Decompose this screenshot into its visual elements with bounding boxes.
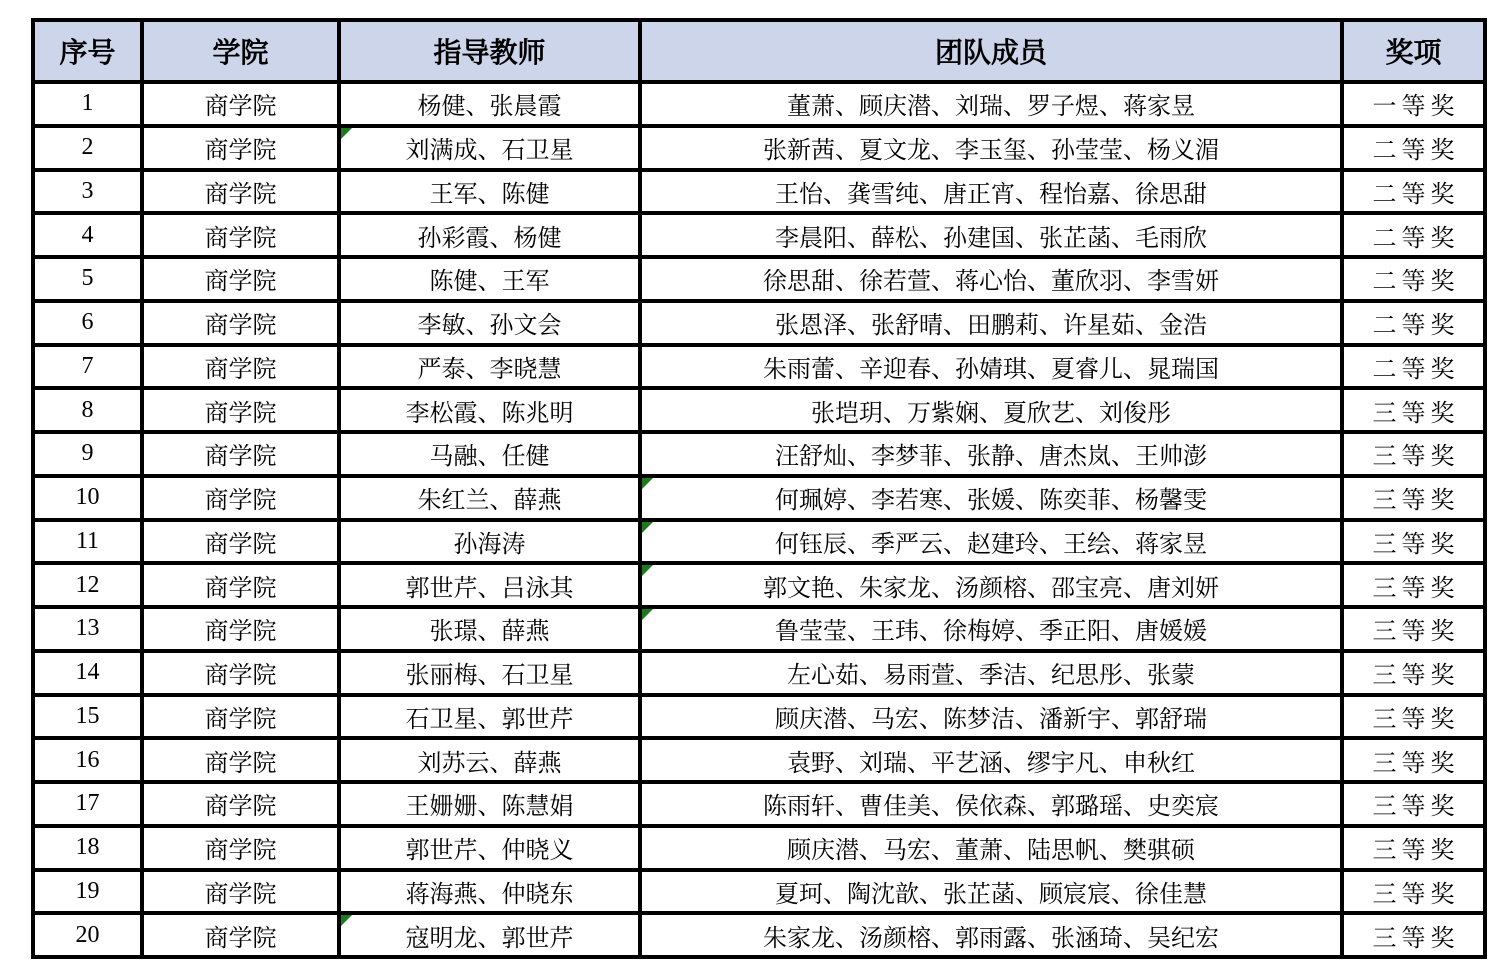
advisors-text: 王姗姗、陈慧娟 (405, 794, 574, 821)
table-row (33, 345, 1485, 389)
cell-award: 三等奖 (1342, 651, 1485, 695)
team-members-text: 王怡、龚雪纯、唐正宵、程怡嘉、徐思甜 (775, 181, 1207, 208)
cell-serial-number: 4 (33, 213, 142, 257)
cell-advisors (339, 651, 640, 695)
header-serial-number: 序号 (33, 20, 142, 82)
cell-advisors (339, 126, 640, 170)
cell-college: 商学院 (142, 432, 339, 476)
cell-team-members (640, 82, 1342, 126)
table-row (33, 651, 1485, 695)
cell-award: 二等奖 (1342, 126, 1485, 170)
cell-college: 商学院 (142, 388, 339, 432)
cell-advisors (339, 563, 640, 607)
table-row (33, 607, 1485, 651)
cell-serial-number: 3 (33, 170, 142, 214)
team-members-text: 朱家龙、汤颜榕、郭雨露、张涵琦、吴纪宏 (763, 925, 1219, 952)
cell-team-members (640, 345, 1342, 389)
error-flag-icon (642, 565, 653, 576)
cell-serial-number: 10 (33, 476, 142, 520)
cell-award: 三等奖 (1342, 826, 1485, 870)
table-row (33, 826, 1485, 870)
cell-advisors (339, 913, 640, 957)
cell-serial-number: 17 (33, 782, 142, 826)
cell-advisors (339, 388, 640, 432)
cell-advisors (339, 520, 640, 564)
header-award: 奖项 (1342, 20, 1485, 82)
cell-advisors (339, 695, 640, 739)
cell-serial-number: 14 (33, 651, 142, 695)
advisors-text: 王军、陈健 (429, 181, 550, 208)
cell-advisors (339, 301, 640, 345)
cell-serial-number: 19 (33, 870, 142, 914)
advisors-text: 朱红兰、薛燕 (417, 488, 562, 515)
cell-college: 商学院 (142, 607, 339, 651)
advisors-text: 陈健、王军 (429, 269, 550, 296)
cell-college: 商学院 (142, 345, 339, 389)
error-flag-icon (341, 128, 352, 139)
cell-serial-number: 20 (33, 913, 142, 957)
team-members-text: 汪舒灿、李梦菲、张静、唐杰岚、王帅澎 (775, 444, 1207, 471)
cell-award: 二等奖 (1342, 301, 1485, 345)
cell-award: 二等奖 (1342, 257, 1485, 301)
cell-college: 商学院 (142, 257, 339, 301)
error-flag-icon (642, 522, 653, 533)
cell-award: 三等奖 (1342, 520, 1485, 564)
cell-award: 三等奖 (1342, 432, 1485, 476)
cell-college: 商学院 (142, 126, 339, 170)
advisors-text: 张丽梅、石卫星 (405, 663, 574, 690)
advisors-text: 孙彩霞、杨健 (417, 225, 562, 252)
cell-team-members (640, 301, 1342, 345)
cell-award: 三等奖 (1342, 738, 1485, 782)
team-members-text: 顾庆潜、马宏、陈梦洁、潘新宇、郭舒瑞 (775, 706, 1207, 733)
advisors-text: 郭世芹、仲晓义 (405, 838, 574, 865)
table-row (33, 213, 1485, 257)
cell-advisors (339, 476, 640, 520)
advisors-text: 郭世芹、吕泳其 (405, 575, 574, 602)
table-row (33, 388, 1485, 432)
cell-award: 二等奖 (1342, 345, 1485, 389)
cell-college: 商学院 (142, 695, 339, 739)
error-flag-icon (341, 915, 352, 926)
cell-advisors (339, 738, 640, 782)
cell-award: 三等奖 (1342, 695, 1485, 739)
table-row (33, 782, 1485, 826)
advisors-text: 石卫星、郭世芹 (405, 706, 574, 733)
award-table (31, 18, 1487, 959)
advisors-text: 寇明龙、郭世芹 (405, 925, 574, 952)
cell-advisors (339, 870, 640, 914)
cell-college: 商学院 (142, 870, 339, 914)
cell-award: 一等奖 (1342, 82, 1485, 126)
advisors-text: 马融、任健 (429, 444, 550, 471)
cell-college: 商学院 (142, 826, 339, 870)
cell-advisors (339, 826, 640, 870)
team-members-text: 左心茹、易雨萱、季洁、纪思彤、张蒙 (787, 663, 1195, 690)
cell-serial-number: 5 (33, 257, 142, 301)
team-members-text: 张垲玥、万紫娴、夏欣艺、刘俊彤 (811, 400, 1171, 427)
cell-serial-number: 6 (33, 301, 142, 345)
table-row (33, 82, 1485, 126)
table-row (33, 476, 1485, 520)
cell-award: 三等奖 (1342, 782, 1485, 826)
cell-award: 三等奖 (1342, 388, 1485, 432)
cell-advisors (339, 170, 640, 214)
cell-advisors (339, 345, 640, 389)
cell-college: 商学院 (142, 913, 339, 957)
cell-college: 商学院 (142, 738, 339, 782)
team-members-text: 何珮婷、李若寒、张媛、陈奕菲、杨馨雯 (775, 488, 1207, 515)
table-row (33, 301, 1485, 345)
team-members-text: 郭文艳、朱家龙、汤颜榕、邵宝亮、唐刘妍 (763, 575, 1219, 602)
cell-team-members (640, 257, 1342, 301)
cell-serial-number: 15 (33, 695, 142, 739)
cell-team-members (640, 126, 1342, 170)
cell-serial-number: 16 (33, 738, 142, 782)
cell-serial-number: 2 (33, 126, 142, 170)
cell-team-members (640, 738, 1342, 782)
cell-team-members (640, 432, 1342, 476)
cell-college: 商学院 (142, 563, 339, 607)
cell-college: 商学院 (142, 82, 339, 126)
cell-college: 商学院 (142, 520, 339, 564)
cell-serial-number: 7 (33, 345, 142, 389)
header-college: 学院 (142, 20, 339, 82)
cell-team-members (640, 913, 1342, 957)
team-members-text: 顾庆潜、马宏、董萧、陆思帆、樊骐硕 (787, 838, 1195, 865)
advisors-text: 杨健、张晨霞 (417, 94, 562, 121)
team-members-text: 陈雨轩、曹佳美、侯依森、郭璐瑶、史奕宸 (763, 794, 1219, 821)
header-row (33, 20, 1485, 82)
team-members-text: 张新茜、夏文龙、李玉玺、孙莹莹、杨义湄 (763, 138, 1219, 165)
cell-team-members (640, 213, 1342, 257)
cell-award: 三等奖 (1342, 870, 1485, 914)
table-row (33, 695, 1485, 739)
cell-college: 商学院 (142, 782, 339, 826)
cell-serial-number: 13 (33, 607, 142, 651)
error-flag-icon (642, 609, 653, 620)
team-members-text: 朱雨蕾、辛迎春、孙婧琪、夏睿儿、晁瑞国 (763, 356, 1219, 383)
table-row (33, 913, 1485, 957)
table-row (33, 432, 1485, 476)
cell-team-members (640, 651, 1342, 695)
team-members-text: 夏珂、陶沈歆、张芷菡、顾宸宸、徐佳慧 (775, 881, 1207, 908)
cell-team-members (640, 476, 1342, 520)
cell-advisors (339, 213, 640, 257)
cell-team-members (640, 388, 1342, 432)
header-advisors: 指导教师 (339, 20, 640, 82)
cell-serial-number: 12 (33, 563, 142, 607)
cell-team-members (640, 870, 1342, 914)
advisors-text: 孙海涛 (453, 531, 526, 558)
table-row (33, 170, 1485, 214)
cell-serial-number: 18 (33, 826, 142, 870)
cell-award: 三等奖 (1342, 913, 1485, 957)
cell-advisors (339, 607, 640, 651)
cell-award: 二等奖 (1342, 170, 1485, 214)
cell-award: 三等奖 (1342, 476, 1485, 520)
cell-award: 三等奖 (1342, 607, 1485, 651)
team-members-text: 董萧、顾庆潜、刘瑞、罗子煜、蒋家昱 (787, 94, 1195, 121)
table-row (33, 257, 1485, 301)
cell-team-members (640, 695, 1342, 739)
team-members-text: 徐思甜、徐若萱、蒋心怡、董欣羽、李雪妍 (763, 269, 1219, 296)
advisors-text: 刘苏云、薛燕 (417, 750, 562, 777)
error-flag-icon (642, 478, 653, 489)
cell-college: 商学院 (142, 213, 339, 257)
cell-award: 二等奖 (1342, 213, 1485, 257)
cell-serial-number: 8 (33, 388, 142, 432)
header-team-members: 团队成员 (640, 20, 1342, 82)
cell-team-members (640, 170, 1342, 214)
table-row (33, 520, 1485, 564)
table-row (33, 563, 1485, 607)
table-row (33, 870, 1485, 914)
cell-serial-number: 11 (33, 520, 142, 564)
cell-advisors (339, 432, 640, 476)
cell-team-members (640, 607, 1342, 651)
cell-college: 商学院 (142, 301, 339, 345)
team-members-text: 鲁莹莹、王玮、徐梅婷、季正阳、唐媛媛 (775, 619, 1207, 646)
cell-team-members (640, 826, 1342, 870)
cell-team-members (640, 563, 1342, 607)
advisors-text: 刘满成、石卫星 (405, 138, 574, 165)
cell-team-members (640, 782, 1342, 826)
cell-serial-number: 9 (33, 432, 142, 476)
cell-advisors (339, 257, 640, 301)
team-members-text: 何钰辰、季严云、赵建玲、王绘、蒋家昱 (775, 531, 1207, 558)
advisors-text: 李松霞、陈兆明 (405, 400, 574, 427)
team-members-text: 张恩泽、张舒晴、田鹏莉、许星茹、金浩 (775, 313, 1207, 340)
cell-college: 商学院 (142, 651, 339, 695)
advisors-text: 严泰、李晓慧 (417, 356, 562, 383)
cell-award: 三等奖 (1342, 563, 1485, 607)
cell-college: 商学院 (142, 476, 339, 520)
cell-serial-number: 1 (33, 82, 142, 126)
cell-team-members (640, 520, 1342, 564)
cell-college: 商学院 (142, 170, 339, 214)
advisors-text: 蒋海燕、仲晓东 (405, 881, 574, 908)
team-members-text: 李晨阳、薛松、孙建国、张芷菡、毛雨欣 (775, 225, 1207, 252)
advisors-text: 张璟、薛燕 (429, 619, 550, 646)
table-row (33, 126, 1485, 170)
table-row (33, 738, 1485, 782)
cell-advisors (339, 82, 640, 126)
team-members-text: 袁野、刘瑞、平艺涵、缪宇凡、申秋红 (787, 750, 1195, 777)
advisors-text: 李敏、孙文会 (417, 313, 562, 340)
cell-advisors (339, 782, 640, 826)
